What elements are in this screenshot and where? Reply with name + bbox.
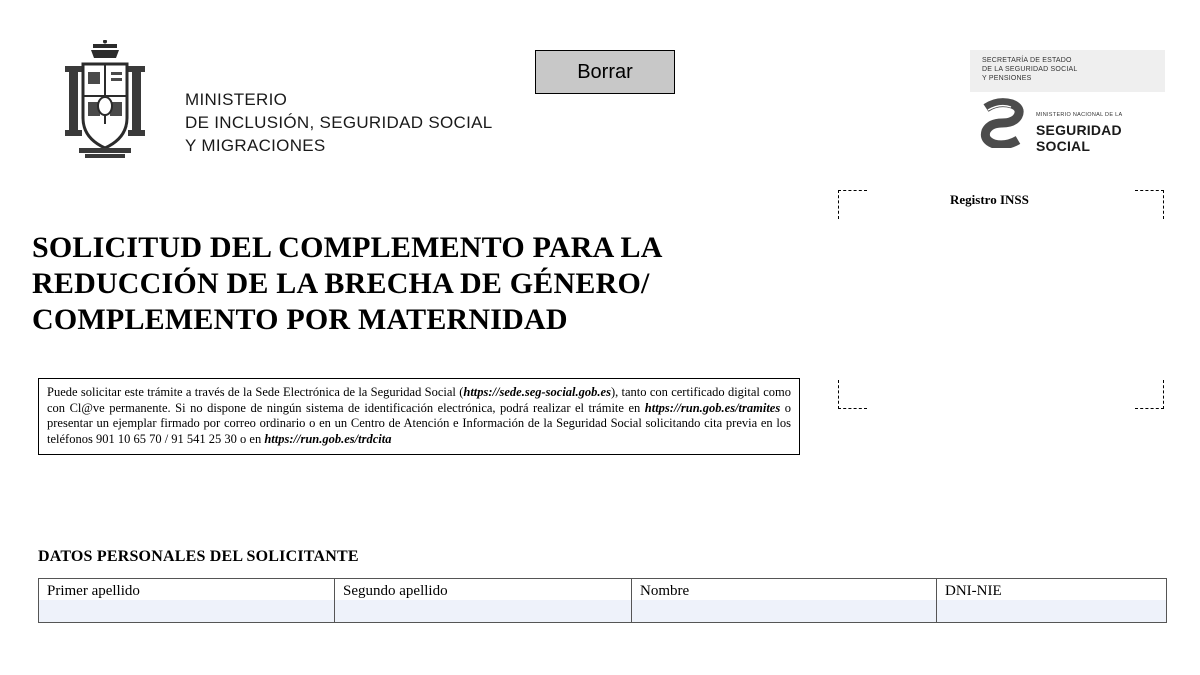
ministry-name — [185, 88, 493, 157]
registro-corner-top-left — [838, 190, 867, 219]
datos-personales-table — [38, 578, 1167, 623]
label-segundo-apellido: Segundo apellido — [335, 579, 631, 600]
ss-logo-title: SEGURIDAD SOCIAL — [1036, 122, 1122, 154]
label-primer-apellido: Primer apellido — [39, 579, 334, 600]
page-title: SOLICITUD DEL COMPLEMENTO PARA LA REDUCCIÓN DE LA BRECHA DE GÉNERO/ COMPLEMENTO POR MATERNIDAD — [32, 231, 661, 337]
ministry-line-1: MINISTERIO — [185, 90, 288, 109]
cell-primer-apellido — [39, 579, 335, 623]
info-link-tramites[interactable]: https://run.gob.es/tramites — [644, 400, 781, 415]
ss-logo-subtitle: MINISTERIO NACIONAL DE LA — [1036, 112, 1123, 118]
info-link-sede[interactable]: https://sede.seg-social.gob.es — [463, 385, 611, 399]
secretaria-line-2: DE LA SEGURIDAD SOCIAL — [982, 66, 1078, 73]
registro-corner-bottom-left — [838, 380, 867, 409]
input-nombre[interactable] — [632, 600, 936, 622]
cell-nombre — [632, 579, 937, 623]
spain-coat-of-arms-icon — [55, 40, 155, 160]
registro-corner-bottom-right — [1135, 380, 1164, 409]
registro-corner-top-right — [1135, 190, 1164, 219]
seguridad-social-mark-icon — [978, 98, 1026, 148]
ministry-line-3: Y MIGRACIONES — [185, 136, 326, 155]
section-heading-datos-personales: DATOS PERSONALES DEL SOLICITANTE — [38, 548, 359, 565]
input-segundo-apellido[interactable] — [335, 600, 631, 622]
table-row — [39, 579, 1167, 623]
info-link-cita[interactable]: https://run.gob.es/trdcita — [264, 431, 392, 446]
info-notice-box — [38, 378, 800, 455]
cell-segundo-apellido — [335, 579, 632, 623]
label-nombre: Nombre — [632, 579, 936, 600]
input-dni-nie[interactable] — [937, 600, 1166, 622]
secretaria-estado-block — [970, 50, 1165, 92]
input-primer-apellido[interactable] — [39, 600, 334, 622]
info-text-part-1: Puede solicitar este trámite a través de la Sede Electrónica de la Seguridad Social ( — [47, 385, 464, 399]
label-dni-nie: DNI-NIE — [937, 579, 1166, 600]
registro-inss-label: Registro INSS — [950, 192, 1029, 207]
ministry-line-2: DE INCLUSIÓN, SEGURIDAD SOCIAL — [185, 113, 493, 132]
info-text-part-2: ), tanto con certificado digital como con Cl@ve permanente. Si no dispone de ningún sistema de identificación electrónica, podrá realizar el trámite en — [47, 385, 791, 415]
document-header — [45, 40, 1165, 180]
cell-dni-nie — [937, 579, 1167, 623]
seguridad-social-logo — [970, 98, 1170, 154]
secretaria-line-1: SECRETARÍA DE ESTADO — [982, 57, 1072, 64]
borrar-button[interactable]: Borrar — [535, 50, 675, 94]
secretaria-line-3: Y PENSIONES — [982, 75, 1032, 82]
info-text-part-3: o presentar un ejemplar firmado por correo ordinario o en un Centro de Atención e Información de la Seguridad Social solicitando cita previa en los teléfonos 901 10 65 70 / 91 541 25 30 o en — [47, 400, 791, 446]
